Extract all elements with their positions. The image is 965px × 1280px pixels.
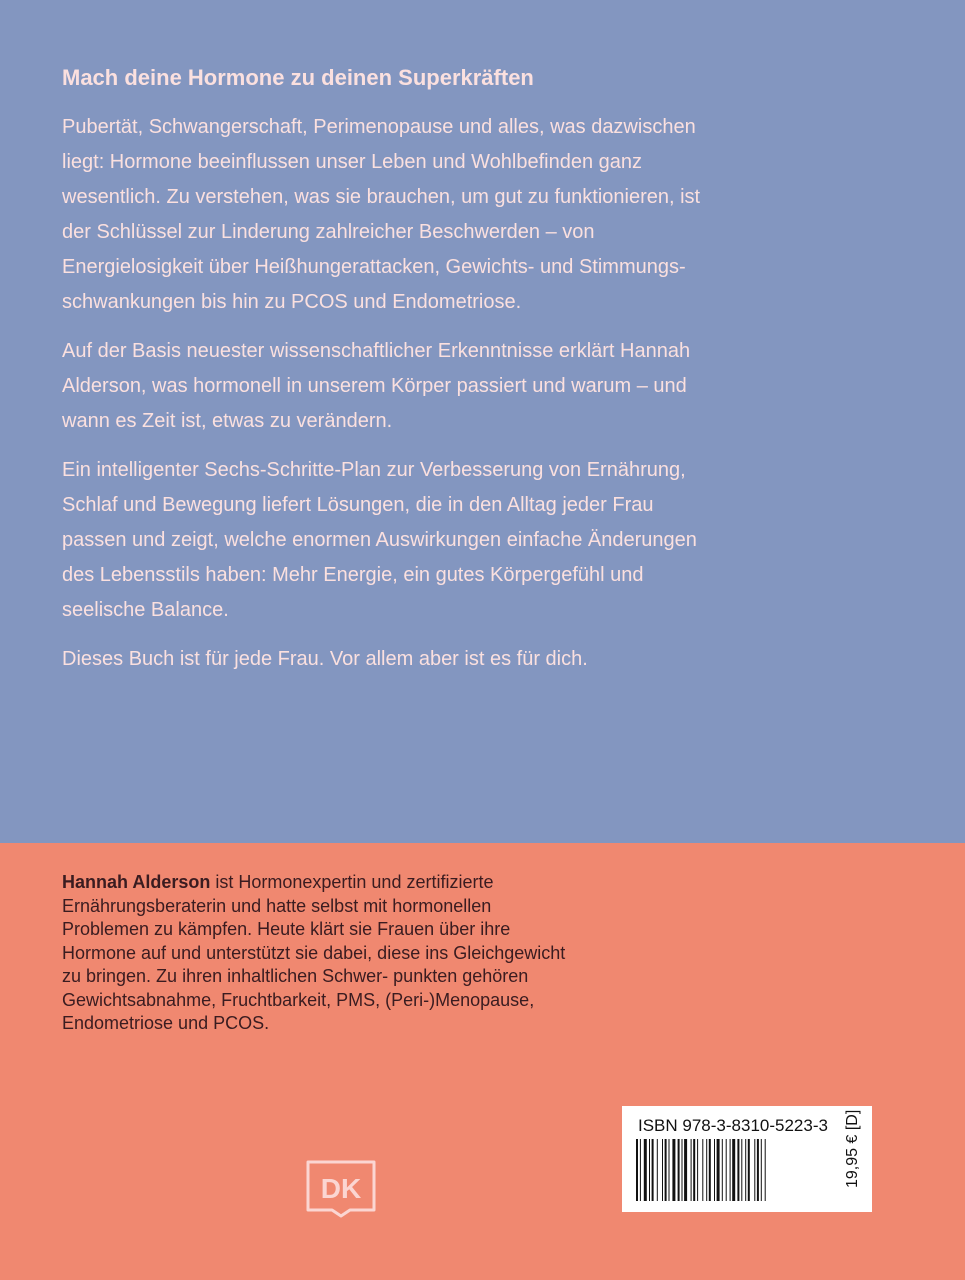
barcode-bar <box>730 1139 731 1201</box>
barcode-bar <box>748 1139 750 1201</box>
dk-logo-text: DK <box>320 1173 362 1204</box>
author-name: Hannah Alderson <box>62 872 211 892</box>
isbn-label: ISBN 978-3-8310-5223-3 <box>638 1116 828 1135</box>
barcode-bar <box>691 1139 692 1201</box>
dk-logo <box>306 1160 376 1220</box>
barcode-bar <box>665 1139 667 1201</box>
barcode-bar <box>652 1139 654 1201</box>
blurb-paragraph: Ein intelligenter Sechs-Schritte-Plan zur Verbesserung von Ernährung, Schlaf und Bewegung liefert Lösungen, die in den Alltag jeder Frau passen und zeigt, welche enormen Auswirkungen einfache Änderungen des Lebensstils haben: Mehr Energie, ein gutes Körpergefühl und seelische Balance. <box>62 459 697 621</box>
barcode-bar <box>657 1139 658 1201</box>
barcode-bar <box>714 1139 715 1201</box>
barcode-bars <box>636 1139 844 1201</box>
barcode-bar <box>644 1139 647 1201</box>
barcode-bar <box>732 1139 735 1201</box>
barcode-bar <box>754 1139 755 1201</box>
barcode-bar <box>636 1139 638 1201</box>
barcode-bar <box>706 1139 707 1201</box>
barcode-bar <box>717 1139 720 1201</box>
blurb <box>62 62 712 691</box>
barcode-bar <box>765 1139 766 1201</box>
barcode-bar <box>649 1139 650 1201</box>
price-label: 19,95 € [D] <box>844 1109 861 1188</box>
author-bio <box>62 871 582 1036</box>
barcode-bar <box>682 1139 683 1201</box>
blurb-headline: Mach deine Hormone zu deinen Superkräften <box>62 65 534 90</box>
barcode-bar <box>726 1139 727 1201</box>
author-bio-text: ist Hormonexpertin und zertifizierte Ernährungsberaterin und hatte selbst mit hormonellen Problemen zu kämpfen. Heute klärt sie Frauen über ihre Hormone auf und unterstützt sie dabei, diese ins Gleichgewicht zu bringen. Zu ihren inhaltlichen Schwer- punkten gehören Gewichtsabnahme, Fruchtbarkeit, PMS, (Peri-)Menopause, Endometriose und PCOS. <box>62 872 566 1033</box>
barcode-bar <box>757 1139 759 1201</box>
blurb-paragraph: Pubertät, Schwangerschaft, Perimenopause und alles, was dazwischen liegt: Hormone beeinflussen unser Leben und Wohlbefinden ganz wesentlich. Zu verstehen, was sie brauchen, um gut zu funktionieren, ist der Schlüssel zur Linderung zahlreicher Beschwerden – von Energielosigkeit über Heißhungerattacken, Gewichts- und Stimmungs- schwankungen bis hin zu PCOS und Endometriose. <box>62 116 701 313</box>
blurb-paragraph: Auf der Basis neuester wissenschaftlicher Erkenntnisse erklärt Hannah Alderson, was hormonell in unserem Körper passiert und warum – und wann es Zeit ist, etwas zu verändern. <box>62 340 691 432</box>
barcode-bar <box>761 1139 762 1201</box>
barcode-bar <box>745 1139 746 1201</box>
barcode-bar <box>669 1139 670 1201</box>
barcode-bar <box>693 1139 695 1201</box>
barcode-bar <box>702 1139 703 1201</box>
barcode-bar <box>709 1139 711 1201</box>
barcode-bar <box>640 1139 641 1201</box>
barcode-bar <box>722 1139 723 1201</box>
barcode-bar <box>684 1139 687 1201</box>
barcode-bar <box>662 1139 663 1201</box>
barcode-bar <box>741 1139 742 1201</box>
barcode-bar <box>697 1139 698 1201</box>
barcode-bar <box>737 1139 739 1201</box>
blurb-paragraph: Dieses Buch ist für jede Frau. Vor allem aber ist es für dich. <box>62 648 588 670</box>
barcode-bar <box>678 1139 680 1201</box>
barcode-bar <box>672 1139 675 1201</box>
